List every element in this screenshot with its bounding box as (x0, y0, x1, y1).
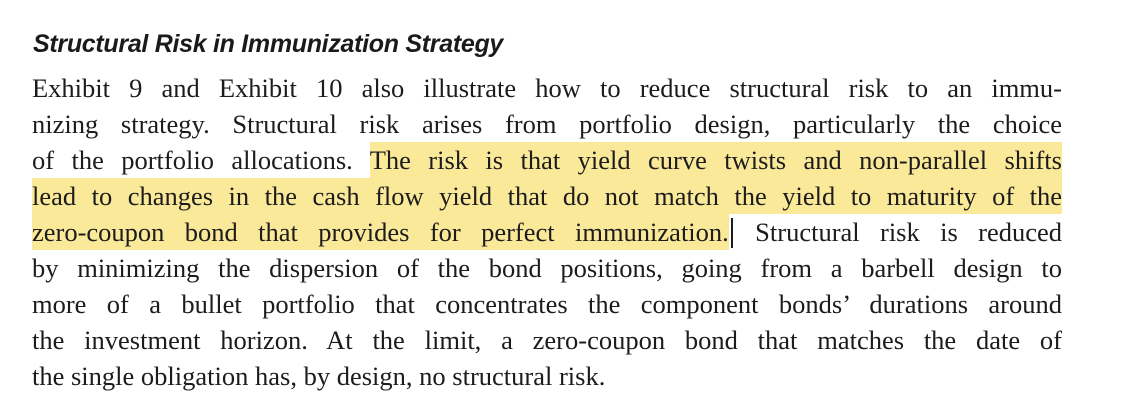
highlighted-text[interactable]: lead to changes in the cash flow yield that do not match the yield to maturity of the (32, 178, 1062, 214)
text-line (32, 142, 1062, 178)
text-line (32, 286, 1062, 322)
text-run: by minimizing the dispersion of the bond positions, going from a barbell design to (32, 253, 1062, 283)
body-paragraph[interactable] (32, 70, 1062, 394)
text-run: Exhibit 9 and Exhibit 10 also illustrate how to reduce structural risk to an immu- (32, 73, 1062, 103)
text-line (32, 214, 1062, 250)
text-run: Structural risk is reduced (734, 217, 1062, 247)
text-line (32, 322, 1062, 358)
highlighted-text[interactable]: zero-coupon bond that provides for perfect immunization. (32, 214, 729, 250)
text-run: the single obligation has, by design, no structural risk. (32, 361, 606, 391)
text-line (32, 358, 1062, 394)
text-run: the investment horizon. At the limit, a zero-coupon bond that matches the date of (32, 325, 1062, 355)
section-heading: Structural Risk in Immunization Strategy (33, 30, 504, 58)
text-line (32, 250, 1062, 286)
text-line (32, 70, 1062, 106)
text-run: of the portfolio allocations. (32, 145, 370, 175)
text-cursor (731, 218, 733, 248)
text-run: more of a bullet portfolio that concentrates the component bonds’ durations around (32, 289, 1062, 319)
text-run: nizing strategy. Structural risk arises from portfolio design, particularly the choice (32, 109, 1062, 139)
text-line (32, 178, 1062, 214)
text-line (32, 106, 1062, 142)
highlighted-text[interactable]: The risk is that yield curve twists and non-parallel shifts (370, 142, 1062, 178)
